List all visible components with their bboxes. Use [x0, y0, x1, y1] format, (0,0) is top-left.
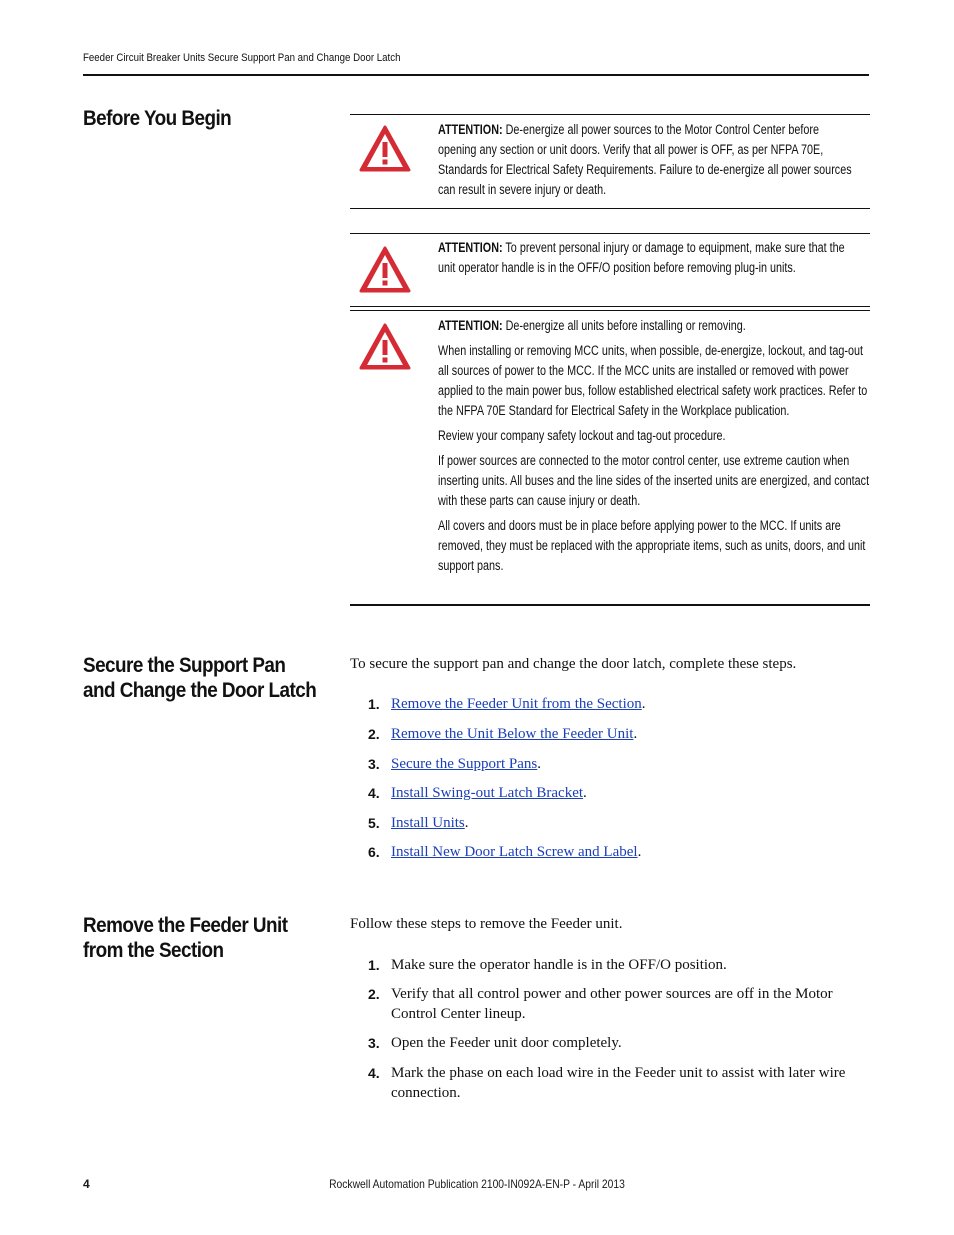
step-number: 1.: [368, 957, 380, 973]
attention-3-paragraph-5: All covers and doors must be in place before applying power to the MCC. If units are removed, they must be replaced with the appropriate items, such as units, doors, and unit support pans.: [438, 518, 866, 573]
link-install-latch-bracket[interactable]: Install Swing-out Latch Bracket: [391, 785, 584, 801]
step-number: 2.: [368, 986, 380, 1002]
list-item: [350, 694, 870, 714]
secure-steps-list: [350, 694, 870, 862]
attention-label: ATTENTION:: [438, 122, 503, 137]
step-number: 4.: [368, 785, 380, 801]
link-install-units[interactable]: Install Units: [391, 815, 465, 831]
list-item: [350, 1063, 870, 1103]
list-item: [350, 724, 870, 744]
link-secure-support-pans[interactable]: Secure the Support Pans: [391, 756, 538, 772]
attention-2-paragraph-1: To prevent personal injury or damage to equipment, make sure that the unit operator handle is in the OFF/O position before removing plug-in units.: [438, 240, 845, 275]
attention-3-bottom-rule: [350, 604, 870, 606]
step-text: Mark the phase on each load wire in the Feeder unit to assist with later wire connection.: [391, 1065, 846, 1101]
step-suffix: .: [464, 815, 469, 831]
attention-1-paragraph-1: De-energize all power sources to the Motor Control Center before opening any section or unit doors. Verify that all power is OFF, as per NFPA 70E, Standards for Electrical Safety Requirements. Failure to de-energize all power sources can result in severe injury or death.: [438, 122, 852, 197]
step-number: 1.: [368, 696, 380, 712]
attention-1-text: [438, 120, 854, 205]
list-item: [350, 984, 870, 1024]
step-suffix: .: [537, 756, 541, 772]
attention-box-1: [350, 114, 870, 210]
attention-3-paragraph-3: Review your company safety lockout and tag-out procedure.: [438, 428, 726, 443]
page-number: 4: [83, 1177, 90, 1191]
attention-2-text: [438, 238, 854, 283]
list-item: [350, 1033, 870, 1053]
attention-3-text: [438, 316, 870, 581]
link-remove-unit-below[interactable]: Remove the Unit Below the Feeder Unit: [391, 726, 634, 742]
step-number: 3.: [368, 756, 380, 772]
step-number: 2.: [368, 726, 380, 742]
attention-3-paragraph-2: When installing or removing MCC units, when possible, de-energize, lockout, and tag-out all sources of power to the MCC. If the MCC units are installed or removed with power applied to the main power bus, follow established electrical safety work practices. Refer to the NFPA 70E Standard for Electrical Safety in the Workplace publication.: [438, 343, 868, 418]
list-item: [350, 813, 870, 833]
heading-secure-support-pan: Secure the Support Pan and Change the Door Latch: [83, 654, 317, 702]
step-text: Open the Feeder unit door completely.: [391, 1035, 622, 1051]
step-suffix: .: [637, 844, 642, 860]
remove-steps-list: [350, 955, 870, 1103]
attention-3-paragraph-4: If power sources are connected to the motor control center, use extreme caution when inserting units. All buses and the line sides of the inserted units are energized, and contact with these parts can cause injury or death.: [438, 453, 870, 508]
step-number: 3.: [368, 1035, 380, 1051]
step-text: Make sure the operator handle is in the OFF/O position.: [391, 957, 727, 973]
warning-triangle-icon: [358, 245, 412, 295]
step-text: Verify that all control power and other power sources are off in the Motor Control Center lineup.: [391, 986, 833, 1022]
publication-footer: [0, 1177, 954, 1191]
header-rule: [83, 74, 869, 76]
warning-triangle-icon: [358, 124, 412, 174]
step-number: 6.: [368, 844, 380, 860]
attention-box-2: [350, 233, 870, 308]
attention-3-paragraph-1: De-energize all units before installing or removing.: [505, 318, 746, 333]
step-number: 5.: [368, 815, 380, 831]
attention-box-3: [350, 310, 870, 606]
running-header: Feeder Circuit Breaker Units Secure Support Pan and Change Door Latch: [83, 52, 401, 64]
step-number: 4.: [368, 1065, 380, 1081]
step-suffix: .: [633, 726, 638, 742]
link-remove-feeder-unit[interactable]: Remove the Feeder Unit from the Section: [391, 696, 642, 712]
list-item: [350, 842, 870, 862]
publication-text: Rockwell Automation Publication 2100-IN092A-EN-P - April 2013: [329, 1177, 625, 1191]
warning-triangle-icon: [358, 322, 412, 372]
attention-2-bottom-rule: [350, 306, 870, 307]
attention-label: ATTENTION:: [438, 240, 503, 255]
link-install-door-latch-screw[interactable]: Install New Door Latch Screw and Label: [391, 844, 638, 860]
step-suffix: .: [583, 785, 587, 801]
heading-before-you-begin: Before You Begin: [83, 107, 232, 130]
list-item: [350, 754, 870, 774]
heading-remove-feeder-unit: Remove the Feeder Unit from the Section: [83, 914, 288, 962]
attention-1-bottom-rule: [350, 208, 870, 209]
list-item: [350, 783, 870, 803]
attention-label: ATTENTION:: [438, 318, 503, 333]
list-item: [350, 955, 870, 975]
step-suffix: .: [641, 696, 646, 712]
secure-intro: To secure the support pan and change the door latch, complete these steps.: [350, 656, 797, 672]
remove-intro: Follow these steps to remove the Feeder unit.: [350, 916, 623, 932]
